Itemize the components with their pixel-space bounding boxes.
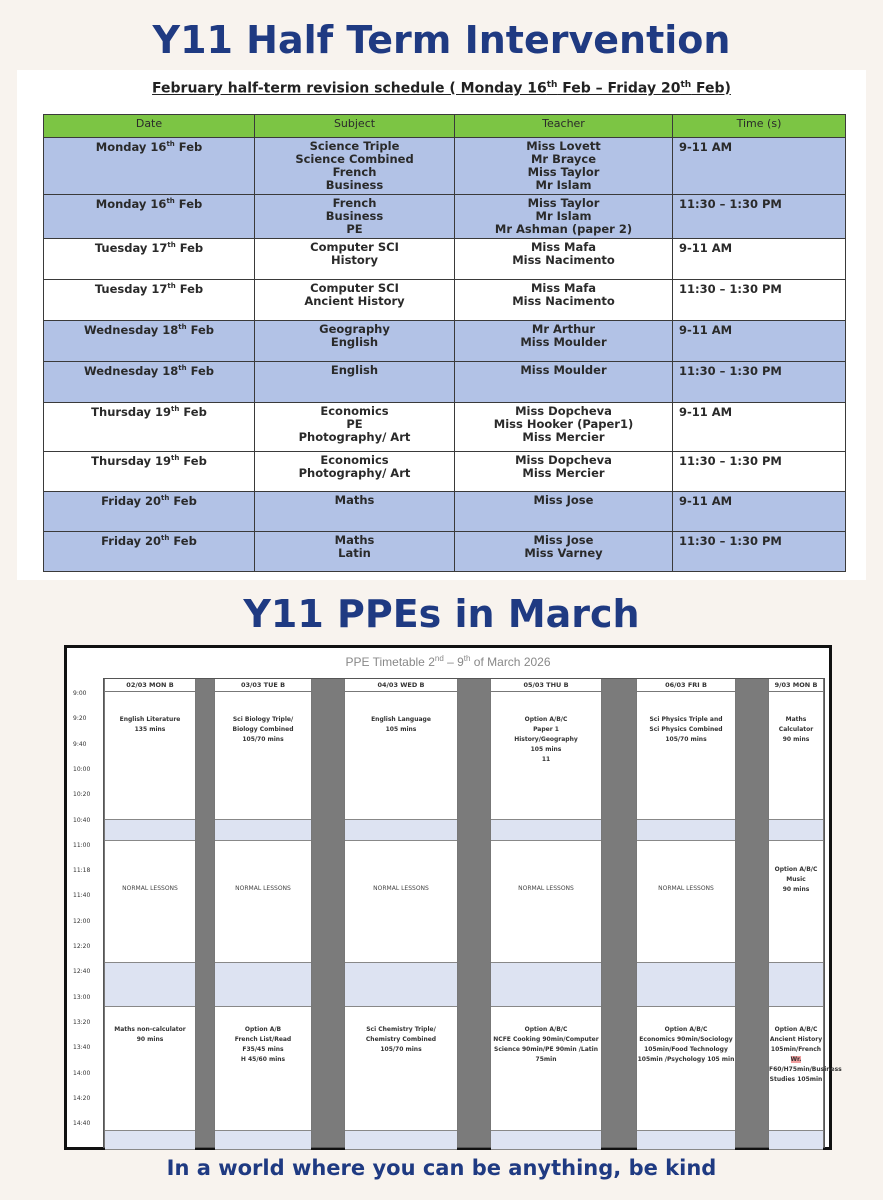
time-label: 9:00	[73, 690, 87, 697]
table-row	[44, 239, 846, 280]
morning-exam: Maths Calculator 90 mins	[778, 716, 814, 743]
ppe-heading: Y11 PPEs in March	[243, 592, 640, 636]
column-header: Teacher	[455, 115, 673, 138]
table-row	[44, 280, 846, 321]
morning-exam: Option A/B/C Paper 1 History/Geography 105 mins 11	[514, 716, 578, 763]
time-label: 13:40	[73, 1044, 91, 1052]
ppe-timetable-panel	[64, 645, 842, 1150]
normal-lessons-label: NORMAL LESSONS	[235, 885, 291, 892]
day-column	[768, 679, 842, 1147]
date-cell: Wednesday 18th Feb	[44, 362, 255, 403]
day-column	[344, 679, 458, 1147]
day-header: 06/03 FRI B	[637, 679, 735, 692]
date-cell: Friday 20th Feb	[44, 492, 255, 532]
morning-exam: English Language 105 mins	[371, 716, 431, 733]
page-title: Y11 Half Term Intervention	[152, 18, 731, 62]
subject-cell: Geography English	[255, 321, 455, 362]
day-header: 05/03 THU B	[491, 679, 601, 692]
subject-cell: Economics PE Photography/ Art	[255, 403, 455, 452]
normal-lessons-label: NORMAL LESSONS	[518, 885, 574, 892]
time-label: 9:20	[73, 715, 87, 723]
time-label: 9:40	[73, 740, 87, 748]
time-label: 14:00	[73, 1069, 91, 1077]
teacher-cell: Miss Dopcheva Miss Mercier	[455, 452, 673, 492]
day-header: 9/03 MON B	[769, 679, 823, 692]
afternoon-exam: Option A/B French List/Read F35/45 mins H 45/60 mins	[234, 1026, 292, 1063]
column-header: Date	[44, 115, 255, 138]
table-row	[44, 321, 846, 362]
day-column	[104, 679, 196, 1147]
time-cell: 9-11 AM	[673, 321, 846, 362]
time-label: 12:40	[73, 968, 91, 976]
morning-exam: English Literature 135 mins	[119, 716, 181, 733]
time-label: 12:00	[73, 917, 91, 925]
date-cell: Tuesday 17th Feb	[44, 239, 255, 280]
normal-lessons-label: NORMAL LESSONS	[122, 885, 178, 892]
teacher-cell: Miss Moulder	[455, 362, 673, 403]
normal-lessons-label: NORMAL LESSONS	[373, 885, 429, 892]
break-band	[215, 819, 311, 841]
column-header: Subject	[255, 115, 455, 138]
date-cell: Thursday 19th Feb	[44, 403, 255, 452]
ppe-grid	[103, 678, 842, 1148]
time-cell: 11:30 – 1:30 PM	[673, 195, 846, 239]
ppe-timetable-title: PPE Timetable 2nd – 9th of March 2026	[345, 654, 551, 669]
revision-schedule-panel	[17, 70, 866, 580]
gap-column	[736, 679, 768, 1147]
time-cell: 9-11 AM	[673, 492, 846, 532]
time-label: 13:20	[73, 1018, 91, 1026]
time-label: 10:40	[73, 816, 91, 824]
break-band	[105, 819, 195, 841]
date-cell: Friday 20th Feb	[44, 532, 255, 572]
table-row	[44, 362, 846, 403]
gap-column	[196, 679, 214, 1147]
highlight-mark: Wr.	[790, 1056, 802, 1063]
midday-exam: Option A/B/C Music 90 mins	[774, 866, 818, 893]
day-column	[636, 679, 736, 1147]
teacher-cell: Miss Mafa Miss Nacimento	[455, 239, 673, 280]
morning-exam: Sci Biology Triple/ Biology Combined 105/70 mins	[232, 716, 294, 743]
table-row	[44, 532, 846, 572]
morning-exam: Sci Physics Triple and Sci Physics Combined 105/70 mins	[649, 716, 723, 743]
day-header: 02/03 MON B	[105, 679, 195, 692]
schedule-title: February half-term revision schedule ( Monday 16th Feb – Friday 20th Feb)	[152, 80, 731, 97]
day-column	[490, 679, 602, 1147]
teacher-cell: Mr Arthur Miss Moulder	[455, 321, 673, 362]
time-cell: 9-11 AM	[673, 138, 846, 195]
day-header: 03/03 TUE B	[215, 679, 311, 692]
gap-column	[458, 679, 490, 1147]
table-row	[44, 452, 846, 492]
time-label: 11:00	[73, 841, 91, 849]
break-band	[637, 819, 735, 841]
gap-column	[312, 679, 344, 1147]
subject-cell: French Business PE	[255, 195, 455, 239]
time-label: 13:00	[73, 993, 91, 1001]
date-cell: Monday 16th Feb	[44, 195, 255, 239]
teacher-cell: Miss Jose	[455, 492, 673, 532]
break-band	[491, 1130, 601, 1150]
date-cell: Wednesday 18th Feb	[44, 321, 255, 362]
time-cell: 11:30 – 1:30 PM	[673, 362, 846, 403]
time-cell: 9-11 AM	[673, 239, 846, 280]
break-band	[215, 1130, 311, 1150]
break-band	[215, 962, 311, 1007]
time-label: 10:20	[73, 791, 91, 799]
time-cell: 9-11 AM	[673, 403, 846, 452]
footer-slogan: In a world where you can be anything, be kind	[166, 1156, 717, 1180]
break-band	[637, 1130, 735, 1150]
subject-cell: English	[255, 362, 455, 403]
break-band	[769, 819, 823, 841]
time-label: 14:40	[73, 1120, 91, 1128]
table-header-row	[44, 115, 846, 138]
break-band	[345, 819, 457, 841]
subject-cell: Maths	[255, 492, 455, 532]
teacher-cell: Miss Jose Miss Varney	[455, 532, 673, 572]
column-header: Time (s)	[673, 115, 846, 138]
break-band	[105, 962, 195, 1007]
normal-lessons-label: NORMAL LESSONS	[658, 885, 714, 892]
table-row	[44, 492, 846, 532]
time-cell: 11:30 – 1:30 PM	[673, 532, 846, 572]
time-label: 12:20	[73, 943, 91, 950]
table-row	[44, 138, 846, 195]
gap-column	[602, 679, 636, 1147]
afternoon-exam: Option A/B/C Economics 90min/Sociology 105min/Food Technology 105min /Psychology 105 min	[637, 1026, 735, 1063]
afternoon-exam: Option A/B/C Ancient History 105min/French Wr. F60/H75min/Business Studies 105min	[769, 1026, 842, 1083]
date-cell: Thursday 19th Feb	[44, 452, 255, 492]
subject-cell: Computer SCI Ancient History	[255, 280, 455, 321]
subject-cell: Science Triple Science Combined French Business	[255, 138, 455, 195]
break-band	[769, 962, 823, 1007]
teacher-cell: Miss Dopcheva Miss Hooker (Paper1) Miss Mercier	[455, 403, 673, 452]
revision-table	[43, 114, 846, 572]
subject-cell: Economics Photography/ Art	[255, 452, 455, 492]
time-label: 10:00	[73, 765, 91, 773]
day-column	[214, 679, 312, 1147]
date-cell: Tuesday 17th Feb	[44, 280, 255, 321]
subject-cell: Maths Latin	[255, 532, 455, 572]
afternoon-exam: Option A/B/C NCFE Cooking 90min/Computer Science 90min/PE 90min /Latin 75min	[493, 1026, 599, 1063]
break-band	[491, 962, 601, 1007]
break-band	[345, 1130, 457, 1150]
break-band	[345, 962, 457, 1007]
table-row	[44, 403, 846, 452]
day-header: 04/03 WED B	[345, 679, 457, 692]
teacher-cell: Miss Lovett Mr Brayce Miss Taylor Mr Islam	[455, 138, 673, 195]
time-label: 11:40	[73, 892, 91, 900]
time-cell: 11:30 – 1:30 PM	[673, 452, 846, 492]
afternoon-exam: Maths non-calculator 90 mins	[114, 1026, 186, 1043]
date-cell: Monday 16th Feb	[44, 138, 255, 195]
teacher-cell: Miss Mafa Miss Nacimento	[455, 280, 673, 321]
time-cell: 11:30 – 1:30 PM	[673, 280, 846, 321]
subject-cell: Computer SCI History	[255, 239, 455, 280]
afternoon-exam: Sci Chemistry Triple/ Chemistry Combined 105/70 mins	[365, 1026, 437, 1053]
break-band	[637, 962, 735, 1007]
time-label: 11:18	[73, 867, 91, 875]
break-band	[105, 1130, 195, 1150]
break-band	[491, 819, 601, 841]
time-label: 14:20	[73, 1094, 91, 1102]
teacher-cell: Miss Taylor Mr Islam Mr Ashman (paper 2)	[455, 195, 673, 239]
break-band	[769, 1130, 823, 1150]
table-row	[44, 195, 846, 239]
